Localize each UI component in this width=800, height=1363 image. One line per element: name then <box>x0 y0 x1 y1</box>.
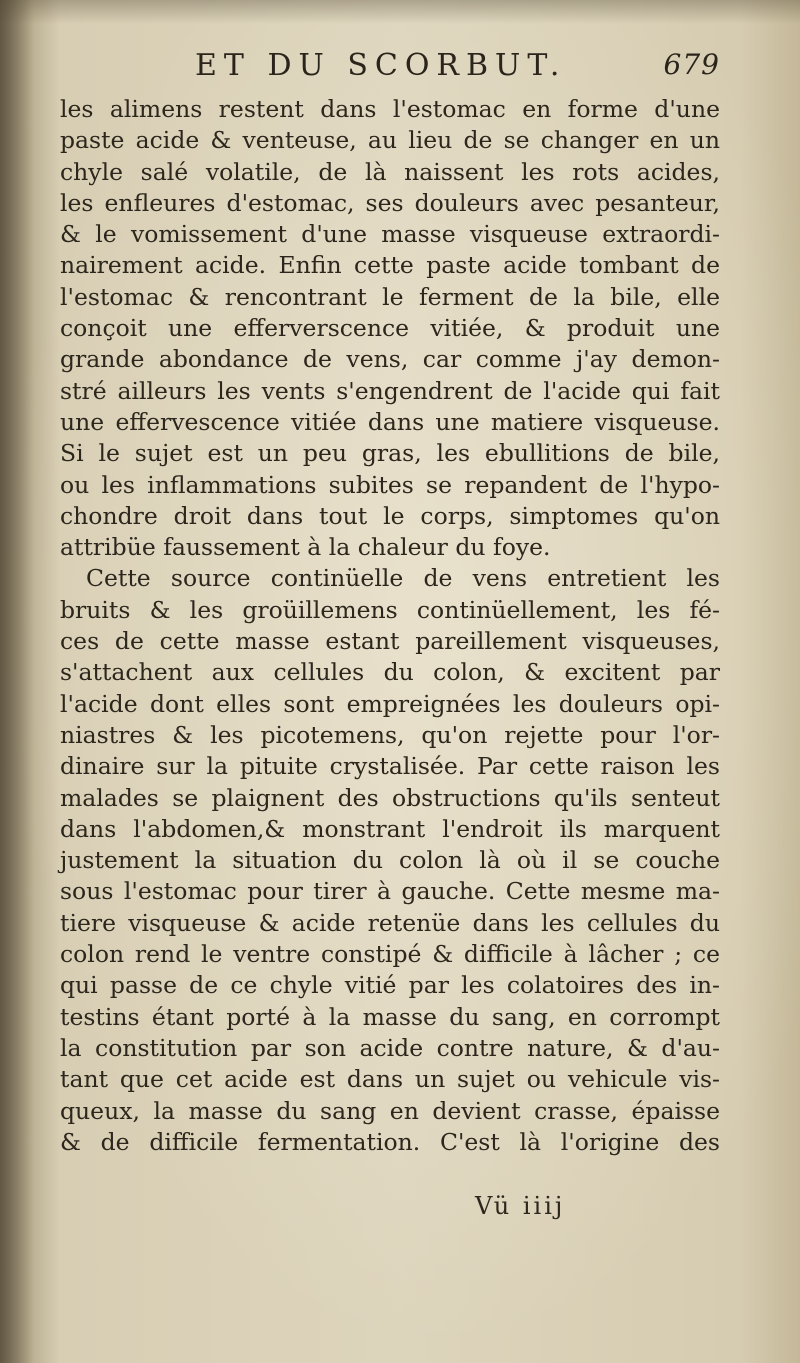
paragraph-last-line: attribüe faussement à la chaleur du foye. <box>60 533 551 562</box>
text-line: la constitution par son acide contre nature, & d'au- <box>60 1033 720 1062</box>
text-line: dinaire sur la pituite crystalisée. Par cette raison les <box>60 752 720 781</box>
text-line: les enfleures d'estomac, ses douleurs avec pesanteur, <box>60 188 720 217</box>
text-line: qui passe de ce chyle vitié par les colatoires des in- <box>60 971 720 1000</box>
top-edge-shadow <box>0 0 800 24</box>
text-line: bruits & les groüillemens continüellement, les fé- <box>60 595 720 624</box>
text-line: ces de cette masse estant pareillement visqueuses, <box>60 627 720 656</box>
text-line: conçoit une efferverscence vitiée, & produit une <box>60 314 720 343</box>
body-text <box>60 94 720 1158</box>
text-line: nairement acide. Enfin cette paste acide tombant de <box>60 251 720 280</box>
text-line: l'acide dont elles sont empreignées les douleurs opi- <box>60 689 720 718</box>
text-line: Si le sujet est un peu gras, les ebullitions de bile, <box>60 439 720 468</box>
text-line: sous l'estomac pour tirer à gauche. Cette mesme ma- <box>60 877 720 906</box>
text-line: une effervescence vitiée dans une matiere visqueuse. <box>60 407 720 436</box>
text-line: tiere visqueuse & acide retenüe dans les cellules du <box>60 908 720 937</box>
text-line: queux, la masse du sang en devient crasse, épaisse <box>60 1096 720 1125</box>
running-title: ET DU SCORBUT. <box>195 48 567 83</box>
text-line: dans l'abdomen,& monstrant l'endroit ils marquent <box>60 814 720 843</box>
text-line: justement la situation du colon là où il se couche <box>60 846 720 875</box>
text-line: s'attachent aux cellules du colon, & excitent par <box>60 658 720 687</box>
text-line: tant que cet acide est dans un sujet ou vehicule vis- <box>60 1065 720 1094</box>
text-line: l'estomac & rencontrant le ferment de la bile, elle <box>60 282 720 311</box>
page-header <box>60 48 720 98</box>
text-line: les alimens restent dans l'estomac en forme d'une <box>60 95 720 123</box>
paragraph-first-line: Cette source continüelle de vens entretient les <box>86 564 720 593</box>
text-line: chyle salé volatile, de là naissent les rots acides, <box>60 157 720 186</box>
text-line: malades se plaignent des obstructions qu'ils senteut <box>60 783 720 812</box>
text-line: stré ailleurs les vents s'engendrent de l'acide qui fait <box>60 376 720 405</box>
signature-mark: Vü iiij <box>475 1192 566 1220</box>
text-line: & de difficile fermentation. C'est là l'origine des <box>60 1127 720 1156</box>
text-line: & le vomissement d'une masse visqueuse extraordi- <box>60 220 720 249</box>
text-line: chondre droit dans tout le corps, simptomes qu'on <box>60 501 720 530</box>
page-number: 679 <box>663 48 720 81</box>
text-line: grande abondance de vens, car comme j'ay demon- <box>60 345 720 374</box>
text-line: colon rend le ventre constipé & difficile à lâcher ; ce <box>60 940 720 969</box>
text-line: paste acide & venteuse, au lieu de se changer en un <box>60 126 720 155</box>
text-line: niastres & les picotemens, qu'on rejette pour l'or- <box>60 720 720 749</box>
text-line: ou les inflammations subites se repandent de l'hypo- <box>60 470 720 499</box>
spine-shadow <box>0 0 34 1363</box>
text-line: testins étant porté à la masse du sang, en corrompt <box>60 1002 720 1031</box>
